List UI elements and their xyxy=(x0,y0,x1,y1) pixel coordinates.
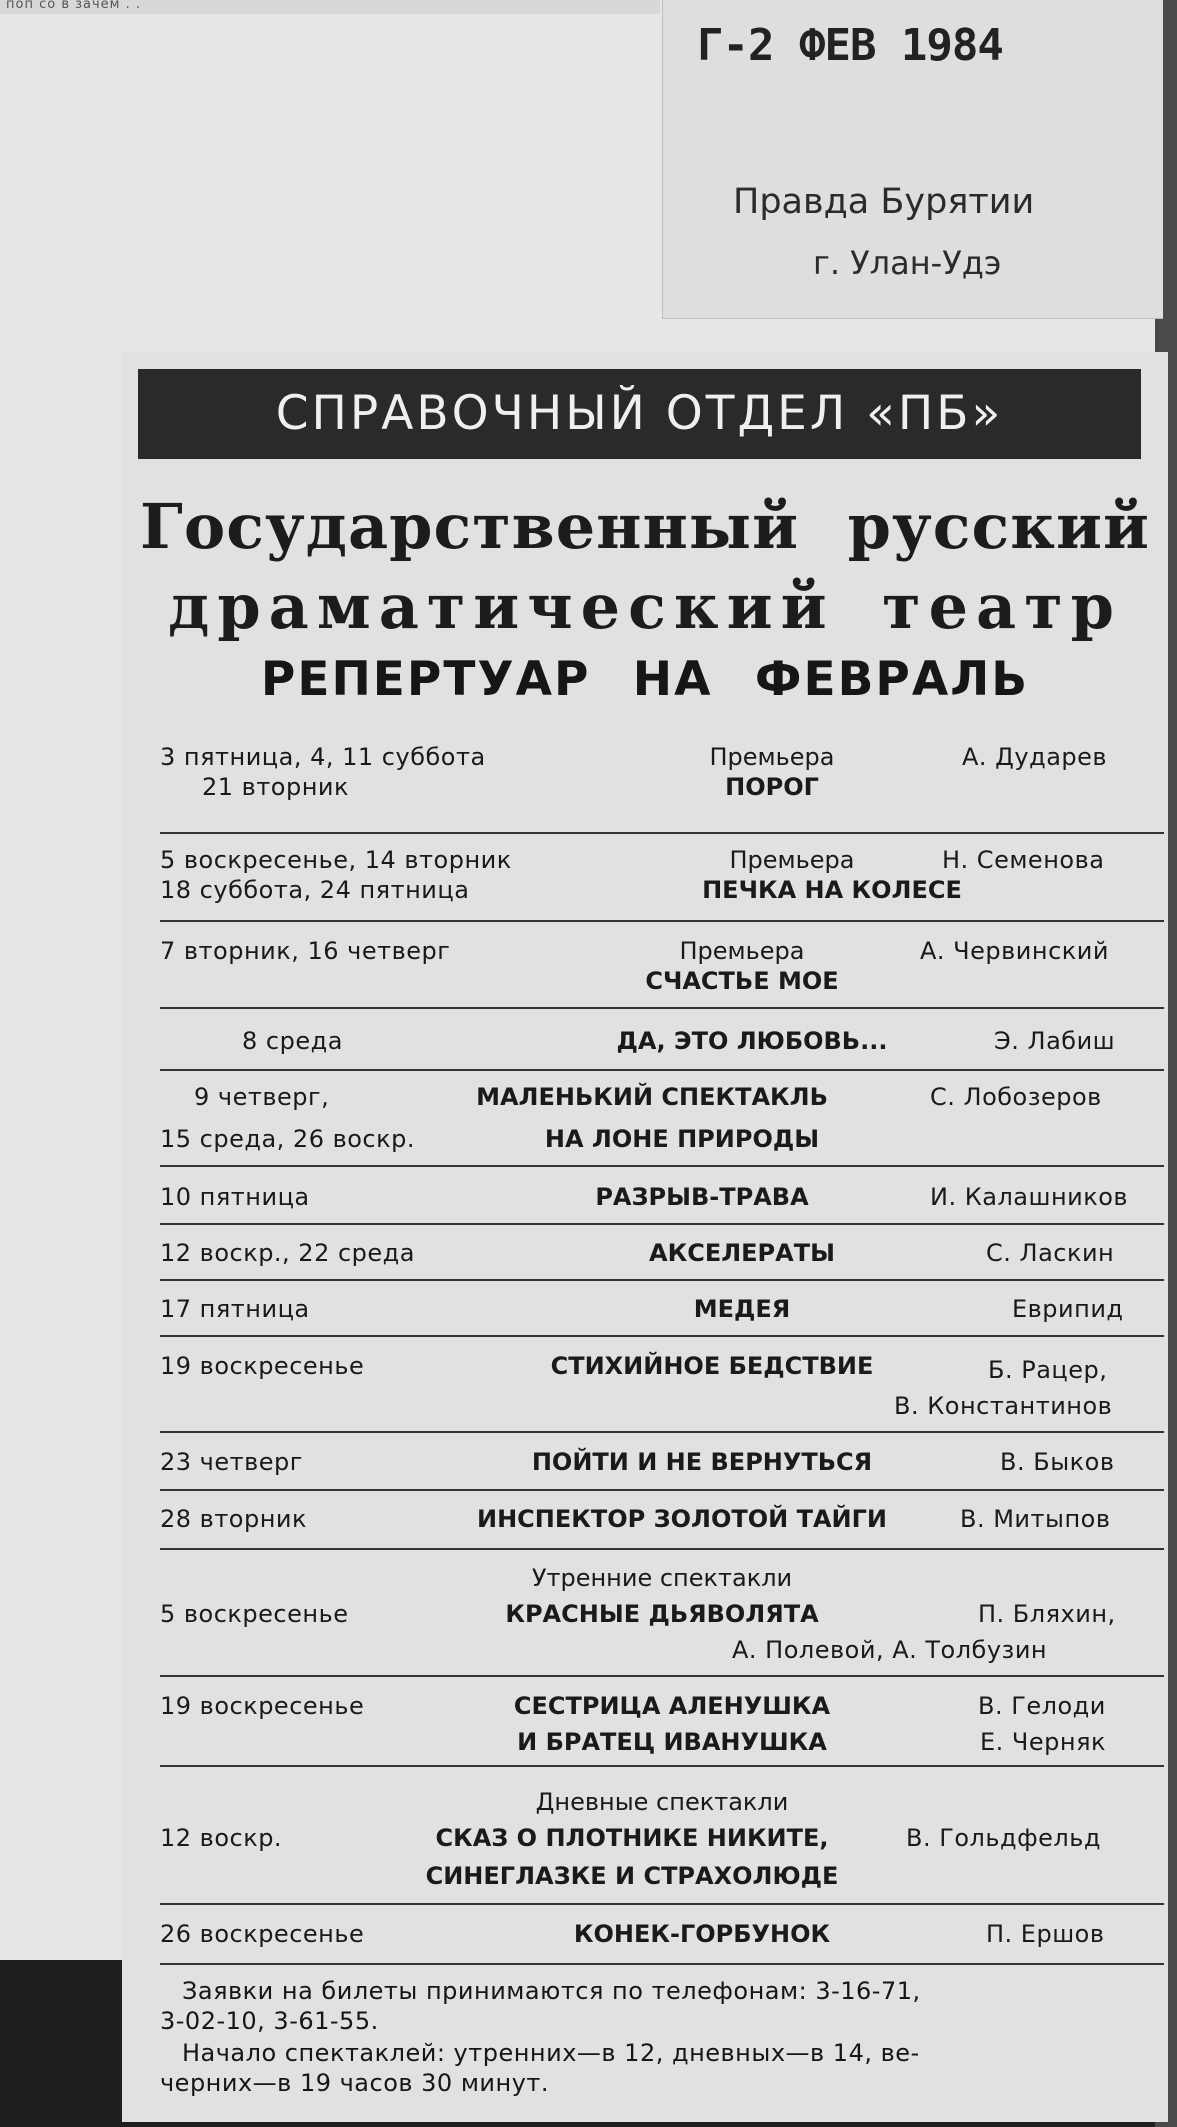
theatre-name-line-2: драматический театр xyxy=(168,570,1122,643)
section-heading-day: Дневные спектакли xyxy=(535,1788,789,1816)
row-divider xyxy=(160,1765,1164,1767)
row-divider xyxy=(160,1223,1164,1225)
show-title: СЕСТРИЦА АЛЕНУШКА xyxy=(513,1692,831,1720)
show-author: П. Ершов xyxy=(986,1920,1105,1948)
tickets-phones: 3-02-10, 3-61-55. xyxy=(160,2007,379,2035)
date-stamp: Г-2 ФЕВ 1984 xyxy=(697,20,1003,71)
show-date: 10 пятница xyxy=(160,1183,310,1211)
show-author: А. Червинский xyxy=(920,937,1109,965)
row-divider xyxy=(160,1675,1164,1677)
show-author: А. Дударев xyxy=(962,743,1108,771)
show-date: 18 суббота, 24 пятница xyxy=(160,876,470,904)
show-date: 9 четверг, xyxy=(194,1083,330,1111)
show-title: МАЛЕНЬКИЙ СПЕКТАКЛЬ xyxy=(476,1083,828,1111)
show-author: Н. Семенова xyxy=(942,846,1105,874)
section-heading-morning: Утренние спектакли xyxy=(531,1564,793,1592)
show-date: 21 вторник xyxy=(202,773,349,801)
row-divider xyxy=(160,1431,1164,1433)
start-times: Начало спектаклей: утренних—в 12, дневных—в 14, ве- xyxy=(182,2039,920,2067)
show-author: Е. Черняк xyxy=(980,1728,1106,1756)
show-title: ДА, ЭТО ЛЮБОВЬ... xyxy=(616,1027,888,1055)
show-author: П. Бляхин, xyxy=(978,1600,1116,1628)
show-date: 12 воскр. xyxy=(160,1824,283,1852)
premiere-note: Премьера xyxy=(709,743,835,771)
show-title: ПОРОГ xyxy=(725,773,819,801)
show-author: С. Ласкин xyxy=(986,1239,1115,1267)
show-author: Э. Лабиш xyxy=(994,1027,1116,1055)
show-title: ИНСПЕКТОР ЗОЛОТОЙ ТАЙГИ xyxy=(476,1505,887,1533)
show-date: 23 четверг xyxy=(160,1448,303,1476)
show-title: СТИХИЙНОЕ БЕДСТВИЕ xyxy=(550,1352,874,1380)
show-date: 3 пятница, 4, 11 суббота xyxy=(160,743,486,771)
article-clipping xyxy=(122,352,1168,2122)
show-title: АКСЕЛЕРАТЫ xyxy=(649,1239,835,1267)
show-author: В. Константинов xyxy=(894,1392,1113,1420)
premiere-note: Премьера xyxy=(679,937,805,965)
show-date: 15 среда, 26 воскр. xyxy=(160,1125,415,1153)
newspaper-city: г. Улан-Удэ xyxy=(813,244,1002,282)
show-author: В. Гелоди xyxy=(978,1692,1106,1720)
row-divider xyxy=(160,920,1164,922)
newspaper-name: Правда Бурятии xyxy=(733,182,1035,222)
show-title: И БРАТЕЦ ИВАНУШКА xyxy=(517,1728,827,1756)
show-date: 5 воскресенье xyxy=(160,1600,349,1628)
show-date: 26 воскресенье xyxy=(160,1920,365,1948)
show-title: МЕДЕЯ xyxy=(693,1295,791,1323)
tickets-info: Заявки на билеты принимаются по телефонам: 3-16-71, xyxy=(182,1977,921,2005)
show-author: И. Калашников xyxy=(930,1183,1129,1211)
show-date: 28 вторник xyxy=(160,1505,307,1533)
show-date: 7 вторник, 16 четверг xyxy=(160,937,451,965)
show-title: КОНЕК-ГОРБУНОК xyxy=(573,1920,831,1948)
row-divider xyxy=(160,1007,1164,1009)
show-author: А. Полевой, А. Толбузин xyxy=(732,1636,1048,1664)
row-divider xyxy=(160,1069,1164,1071)
row-divider xyxy=(160,1903,1164,1905)
show-date: 12 воскр., 22 среда xyxy=(160,1239,415,1267)
newspaper-header-clipping xyxy=(662,0,1163,319)
row-divider xyxy=(160,832,1164,834)
row-divider xyxy=(160,1335,1164,1337)
show-title: СИНЕГЛАЗКЕ И СТРАХОЛЮДЕ xyxy=(425,1862,839,1890)
show-title: СКАЗ О ПЛОТНИКЕ НИКИТЕ, xyxy=(435,1824,829,1852)
row-divider xyxy=(160,1548,1164,1550)
row-divider xyxy=(160,1963,1164,1965)
show-author: С. Лобозеров xyxy=(930,1083,1102,1111)
show-author: В. Митыпов xyxy=(960,1505,1111,1533)
repertoire-title: РЕПЕРТУАР НА ФЕВРАЛЬ xyxy=(260,652,1030,707)
show-date: 19 воскресенье xyxy=(160,1692,365,1720)
show-title: СЧАСТЬЕ МОЕ xyxy=(645,967,839,995)
show-date: 5 воскресенье, 14 вторник xyxy=(160,846,512,874)
theatre-name-line-1: Государственный русский xyxy=(140,490,1150,563)
show-title: НА ЛОНЕ ПРИРОДЫ xyxy=(544,1125,820,1153)
show-author: В. Гольдфельд xyxy=(906,1824,1101,1852)
show-title: ПЕЧКА НА КОЛЕСЕ xyxy=(702,876,962,904)
show-date: 17 пятница xyxy=(160,1295,310,1323)
section-banner: СПРАВОЧНЫЙ ОТДЕЛ «ПБ» xyxy=(138,369,1141,459)
show-title: КРАСНЫЕ ДЬЯВОЛЯТА xyxy=(505,1600,819,1628)
show-author: Еврипид xyxy=(1012,1295,1124,1323)
show-author: В. Быков xyxy=(1000,1448,1115,1476)
row-divider xyxy=(160,1279,1164,1281)
row-divider xyxy=(160,1489,1164,1491)
start-times-continued: черних—в 19 часов 30 минут. xyxy=(160,2069,550,2097)
show-author: Б. Рацер, xyxy=(988,1356,1108,1384)
show-title: ПОЙТИ И НЕ ВЕРНУТЬСЯ xyxy=(531,1448,873,1476)
torn-text: поп со в зачем . . xyxy=(6,0,142,12)
show-date: 8 среда xyxy=(242,1027,343,1055)
torn-text-scrap xyxy=(0,0,660,14)
show-date: 19 воскресенье xyxy=(160,1352,365,1380)
show-title: РАЗРЫВ-ТРАВА xyxy=(595,1183,809,1211)
premiere-note: Премьера xyxy=(729,846,855,874)
row-divider xyxy=(160,1165,1164,1167)
